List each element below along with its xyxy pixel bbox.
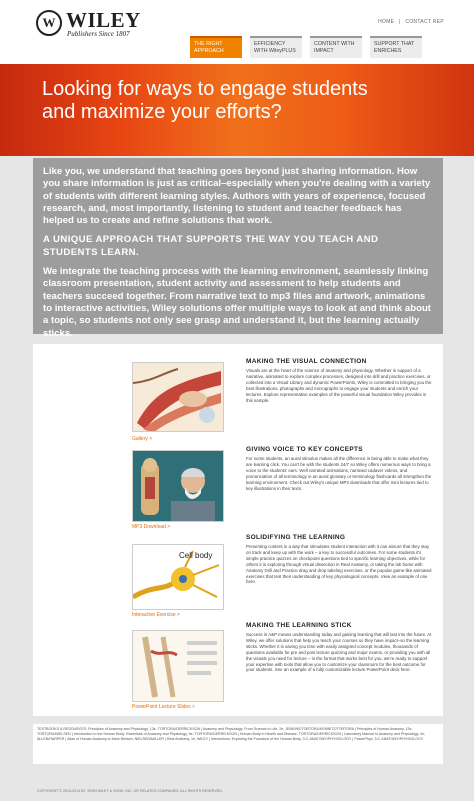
features-card xyxy=(33,344,443,716)
bone-anatomy-icon xyxy=(133,631,224,702)
powerpoint-slides-thumbnail[interactable] xyxy=(132,630,224,702)
site-header xyxy=(0,0,474,64)
muscle-illustration-icon xyxy=(133,363,224,432)
top-links-divider: | xyxy=(399,19,401,25)
anatomy-illustration-thumbnail[interactable] xyxy=(132,362,224,432)
hero-headline: Looking for ways to engage students and maximize your efforts? xyxy=(42,78,368,123)
narrated-video-icon xyxy=(133,451,224,522)
feature-body: Visuals are at the heart of the science of anatomy and physiology. Whether in support of a narrative, animated to explore complex processes, designed into drill and practice exercises, or collected into a Visual Library and dynamic PowerPoints, Wiley is committed to bringing you the best illustrations, photographs and micrographs to engage your students and enrich your lectures. Explore representative examples of the powerful visual foundation Wiley provides in this sample. xyxy=(246,368,432,403)
mp3-download-link[interactable]: MP3 Download > xyxy=(132,524,171,530)
intro-paragraph-1: Like you, we understand that teaching goes beyond just sharing information. How you share information is just as critical–especially when you're dealing with a variety of students with different learning styles. Authors with years of experience, focused research, and, most importantly, listening to student and teacher feedback has helped us to create and refine solutions that work. xyxy=(43,166,431,227)
feature-title: MAKING THE VISUAL CONNECTION xyxy=(246,358,367,365)
tab-content-with-impact[interactable]: CONTENT WITH IMPACT xyxy=(310,36,362,58)
feature-title: MAKING THE LEARNING STICK xyxy=(246,622,352,629)
home-link[interactable]: HOME xyxy=(378,19,395,25)
wiley-logo[interactable] xyxy=(36,8,146,42)
wiley-logo-mark-icon: W xyxy=(36,10,62,36)
intro-heading: A UNIQUE APPROACH THAT SUPPORTS THE WAY YOU TEACH AND STUDENTS LEARN. xyxy=(43,234,379,258)
feature-body: Presenting content in a way that stimulates student interaction with it can assure that they stay on track and keep up with the work – a key to successful outcomes. For some students it's simple practice quizzes on checkpoint questions tied to specific learning objectives, while for others it is exploring through virtual dissection in Real Anatomy, or taking the lab home with Anatomy Drill and Practice drag and drop labeling exercises, or the popular game-like animated exercises that test their understanding of key physiological concepts. View an example of one here. xyxy=(246,544,432,585)
hero-banner xyxy=(0,64,474,156)
gallery-link[interactable]: Gallery > xyxy=(132,436,153,442)
footer-textbooks-text: TEXTBOOKS & RESOURCES: Principles of Anatomy and Physiology, 13e, TORTORA/DERRICKSON | Anatomy and Physiology: From Science to Life, 2e, JENKINS/TORTORA/KEMNITZ/TORTORA | Principles of Human Anatomy, 13e, TORTORA/NIELSEN | Introduction to the Human Body: Essentials of Anatomy and Physiology, 9e, TORTORA/DERRICKSON | Human Body in Health and Disease, TORTORA/DERRICKSON | Laboratory Manual to Anatomy and Physiology, 4e, ALLEN/HARPER | Atlas of Human Anatomy to Mark Nielsen, NIELSEN/MILLER | Real Anatomy, 1e, WILEY | Interactions: Exploring the Functions of the Human Body, 3.0, ANATOMY/PHYSIOLOGY | PowerPhys, 3.0, ANATOMY/PHYSIOLOGY xyxy=(37,727,426,742)
cell-body-caption: Cell body xyxy=(179,551,213,560)
footer-resources xyxy=(33,724,443,764)
interactive-exercise-link[interactable]: Interactive Exercise > xyxy=(132,612,180,618)
top-links xyxy=(375,19,444,25)
lecturer-video-thumbnail[interactable] xyxy=(132,450,224,522)
tab-support-that-enriches[interactable]: SUPPORT THAT ENRICHES xyxy=(370,36,422,58)
feature-body: For some students, an aural stimulus makes all the difference in being able to make what they are learning click. You can't be with the students 24/7 so Wiley offers numerous ways to bring a voice to the students' ears. Well narrated animations, narrated cadaver videos, and pronunciation of all terminology in an aural glossary or terminology flashcards all strengthen the learning environment. Check out Wiley's unique MP3 downloads that offer mini lectures tied to key illustrations in their texts. xyxy=(246,456,432,491)
intro-paragraph-2: We integrate the teaching process with the learning environment, seamlessly linking classroom presentation, student activity and assessment to help students and teachers succeed together. From narrative text to mp3 files and artwork, animations to interactive activities, Wiley solutions offer multiple ways to look at and think about a topic, so students not only see grasp and understand it, but the learning actually sticks. xyxy=(43,266,431,339)
feature-body: Success in A&P means understanding today and gaining learning that will last into the future. At Wiley, we offer solutions that help you teach your courses so they have impact–so the learning sticks. Whether it is saving you time with easily assigned concept modules, thousands of questions available for pre and post lecture quizzing and major exams, or providing you with all the visuals you need for lecture – in the format that works best for you, we're ready to support your expertise with tools that allow you to customize your classroom for the best outcome for your students. See an example of a fully customizable lecture PowerPoint deck here. xyxy=(246,632,432,673)
main-nav xyxy=(190,36,422,60)
tab-the-right-approach[interactable]: THE RIGHT APPROACH xyxy=(190,36,242,58)
brand-name: WILEY xyxy=(66,8,141,32)
tab-efficiency-with-wileyplus[interactable]: EFFICIENCY WITH WileyPLUS xyxy=(250,36,302,58)
feature-title: SOLIDIFYING THE LEARNING xyxy=(246,534,346,541)
neuron-interactive-thumbnail[interactable] xyxy=(132,544,224,610)
brand-tagline: Publishers Since 1807 xyxy=(67,30,130,38)
feature-title: GIVING VOICE TO KEY CONCEPTS xyxy=(246,446,363,453)
powerpoint-lecture-slides-link[interactable]: PowerPoint Lecture Slides > xyxy=(132,704,195,710)
intro-box xyxy=(33,158,443,339)
contact-rep-link[interactable]: CONTACT REP xyxy=(405,19,444,25)
copyright-text: COPYRIGHT © 2013-2014 BY JOHN WILEY & SONS, INC. OR RELATED COMPANIES. ALL RIGHTS RESERVED. xyxy=(37,789,223,793)
